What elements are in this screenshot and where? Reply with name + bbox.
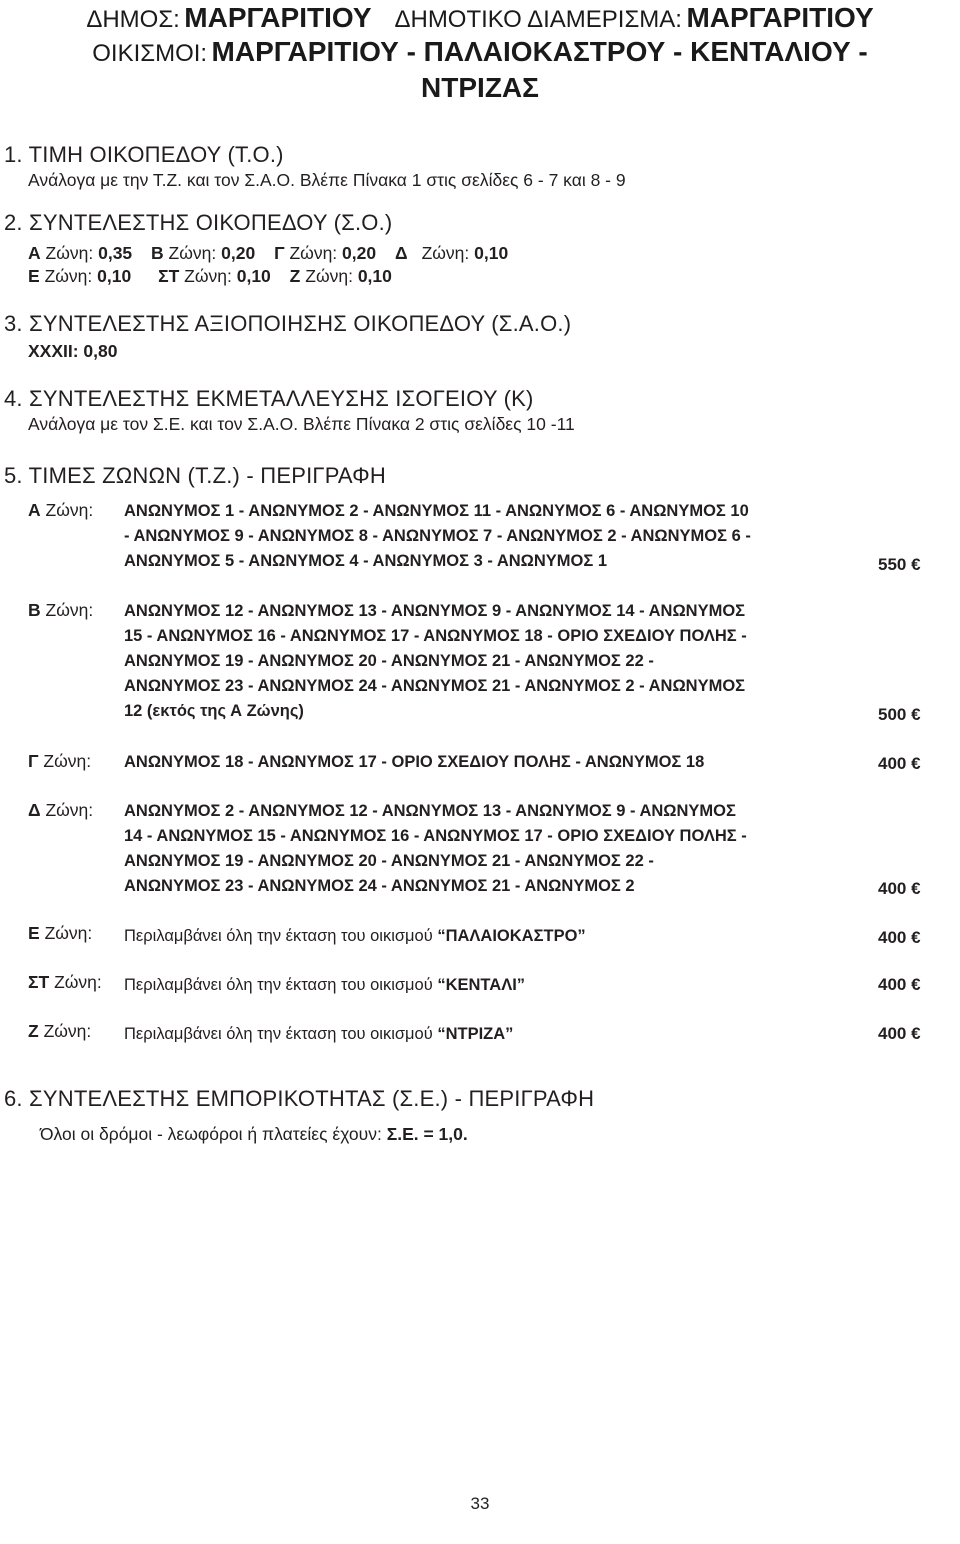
zone-d-description: ΑΝΩΝΥΜΟΣ 2 - ΑΝΩΝΥΜΟΣ 12 - ΑΝΩΝΥΜΟΣ 13 - ΑΝΩΝΥΜΟΣ 9 - ΑΝΩΝΥΜΟΣ 14 - ΑΝΩΝΥΜΟΣ 15 - ΑΝΩΝΥΜΟΣ 16 - ΑΝΩΝΥΜΟΣ 17 - ΟΡΙΟ ΣΧΕΔΙΟΥ ΠΟΛΗΣ - ΑΝΩΝΥΜΟΣ 19 - ΑΝΩΝΥΜΟΣ 20 - ΑΝΩΝΥΜΟΣ 21 - ΑΝΩΝΥΜΟΣ 22 - ΑΝΩΝΥΜΟΣ 23 - ΑΝΩΝΥΜΟΣ 24 - ΑΝΩΝΥΜΟΣ 21 - ΑΝΩΝΥΜΟΣ 2 xyxy=(124,802,747,895)
zone-b-description: ΑΝΩΝΥΜΟΣ 12 - ΑΝΩΝΥΜΟΣ 13 - ΑΝΩΝΥΜΟΣ 9 - ΑΝΩΝΥΜΟΣ 14 - ΑΝΩΝΥΜΟΣ 15 - ΑΝΩΝΥΜΟΣ 16 - ΑΝΩΝΥΜΟΣ 17 - ΑΝΩΝΥΜΟΣ 18 - ΟΡΙΟ ΣΧΕΔΙΟΥ ΠΟΛΗΣ - ΑΝΩΝΥΜΟΣ 19 - ΑΝΩΝΥΜΟΣ 20 - ΑΝΩΝΥΜΟΣ 21 - ΑΝΩΝΥΜΟΣ 22 - ΑΝΩΝΥΜΟΣ 23 - ΑΝΩΝΥΜΟΣ 24 - ΑΝΩΝΥΜΟΣ 21 - ΑΝΩΝΥΜΟΣ 2 - ΑΝΩΝΥΜΟΣ 12 (εκτός της Α Ζώνης) xyxy=(124,602,747,720)
municipality-name: ΜΑΡΓΑΡΙΤΙΟΥ xyxy=(184,2,372,33)
section-2-title: 2. ΣΥΝΤΕΛΕΣΤΗΣ ΟΙΚΟΠΕΔΟΥ (Σ.Ο.) xyxy=(4,210,393,235)
header-municipality-line xyxy=(0,2,960,34)
zone-b-label: Β Ζώνη: xyxy=(28,600,94,620)
zone-a-price: 550 € xyxy=(878,555,921,574)
section-3-text: XXXII: 0,80 xyxy=(28,341,118,361)
zone-c-price: 400 € xyxy=(878,754,921,773)
zone-st-label: ΣΤ Ζώνη: xyxy=(28,972,102,992)
zone-e-label: Ε Ζώνη: xyxy=(28,923,93,943)
section-4-title: 4. ΣΥΝΤΕΛΕΣΤΗΣ ΕΚΜΕΤΑΛΛΕΥΣΗΣ ΙΣΟΓΕΙΟΥ (Κ) xyxy=(4,386,534,411)
zone-e-price: 400 € xyxy=(878,928,921,947)
page-number: 33 xyxy=(470,1494,490,1513)
section-6-title: 6. ΣΥΝΤΕΛΕΣΤΗΣ ΕΜΠΟΡΙΚΟΤΗΤΑΣ (Σ.Ε.) - ΠΕΡΙΓΡΑΦΗ xyxy=(4,1086,595,1111)
section-5-title: 5. ΤΙΜΕΣ ΖΩΝΩΝ (Τ.Ζ.) - ΠΕΡΙΓΡΑΦΗ xyxy=(4,463,387,488)
section-1-title: 1. ΤΙΜΗ ΟΙΚΟΠΕΔΟΥ (Τ.Ο.) xyxy=(4,142,284,167)
zone-c-description: ΑΝΩΝΥΜΟΣ 18 - ΑΝΩΝΥΜΟΣ 17 - ΟΡΙΟ ΣΧΕΔΙΟΥ ΠΟΛΗΣ - ΑΝΩΝΥΜΟΣ 18 xyxy=(124,753,705,771)
section-6-value: Σ.Ε. = 1,0. xyxy=(386,1124,468,1144)
zone-d-price: 400 € xyxy=(878,879,921,898)
zone-e-description: Περιλαμβάνει όλη την έκταση του οικισμού “ΠΑΛΑΙΟΚΑΣΤΡΟ” xyxy=(124,927,586,945)
zone-st-price: 400 € xyxy=(878,975,921,994)
section-3-title: 3. ΣΥΝΤΕΛΕΣΤΗΣ ΑΞΙΟΠΟΙΗΣΗΣ ΟΙΚΟΠΕΔΟΥ (Σ.Α.Ο.) xyxy=(4,311,572,336)
zone-a-label: Α Ζώνη: xyxy=(28,500,94,520)
zone-z-label: Ζ Ζώνη: xyxy=(28,1021,92,1041)
zone-z-price: 400 € xyxy=(878,1024,921,1043)
section-1-text: Ανάλογα με την Τ.Ζ. και τον Σ.Α.Ο. Βλέπε Πίνακα 1 στις σελίδες 6 - 7 και 8 - 9 xyxy=(28,170,626,190)
settlements-names-continued: ΝΤΡΙΖΑΣ xyxy=(421,72,539,103)
section-6-text: Όλοι οι δρόμοι - λεωφόροι ή πλατείες έχουν: Σ.Ε. = 1,0. xyxy=(40,1124,468,1144)
header-settlements-line-2 xyxy=(0,72,960,104)
zone-a-description: ΑΝΩΝΥΜΟΣ 1 - ΑΝΩΝΥΜΟΣ 2 - ΑΝΩΝΥΜΟΣ 11 - ΑΝΩΝΥΜΟΣ 6 - ΑΝΩΝΥΜΟΣ 10 - ΑΝΩΝΥΜΟΣ 9 - ΑΝΩΝΥΜΟΣ 8 - ΑΝΩΝΥΜΟΣ 7 - ΑΝΩΝΥΜΟΣ 2 - ΑΝΩΝΥΜΟΣ 6 - ΑΝΩΝΥΜΟΣ 5 - ΑΝΩΝΥΜΟΣ 4 - ΑΝΩΝΥΜΟΣ 3 - ΑΝΩΝΥΜΟΣ 1 xyxy=(124,502,751,570)
district-name: ΜΑΡΓΑΡΙΤΙΟΥ xyxy=(686,2,874,33)
section-2-row-2: Ε Ζώνη: 0,10 ΣΤ Ζώνη: 0,10 Ζ Ζώνη: 0,10 xyxy=(28,266,392,286)
district-label: ΔΗΜΟΤΙΚΟ ΔΙΑΜΕΡΙΣΜΑ: xyxy=(394,6,682,33)
zone-d-label: Δ Ζώνη: xyxy=(28,800,94,820)
settlements-names: ΜΑΡΓΑΡΙΤΙΟΥ - ΠΑΛΑΙΟΚΑΣΤΡΟΥ - ΚΕΝΤΑΛΙΟΥ - xyxy=(211,36,868,67)
zone-st-description: Περιλαμβάνει όλη την έκταση του οικισμού “ΚΕΝΤΑΛΙ” xyxy=(124,976,526,994)
section-2-row-1: Α Ζώνη: 0,35 Β Ζώνη: 0,20 Γ Ζώνη: 0,20 Δ Ζώνη: 0,10 xyxy=(28,243,509,263)
zone-c-label: Γ Ζώνη: xyxy=(28,751,92,771)
municipality-label: ΔΗΜΟΣ: xyxy=(86,6,180,33)
header-settlements-line xyxy=(0,36,960,68)
zone-b-price: 500 € xyxy=(878,705,921,724)
zone-z-description: Περιλαμβάνει όλη την έκταση του οικισμού “ΝΤΡΙΖΑ” xyxy=(124,1025,514,1043)
section-4-text: Ανάλογα με τον Σ.Ε. και τον Σ.Α.Ο. Βλέπε Πίνακα 2 στις σελίδες 10 -11 xyxy=(28,414,575,434)
settlements-label: ΟΙΚΙΣΜΟΙ: xyxy=(92,40,208,67)
